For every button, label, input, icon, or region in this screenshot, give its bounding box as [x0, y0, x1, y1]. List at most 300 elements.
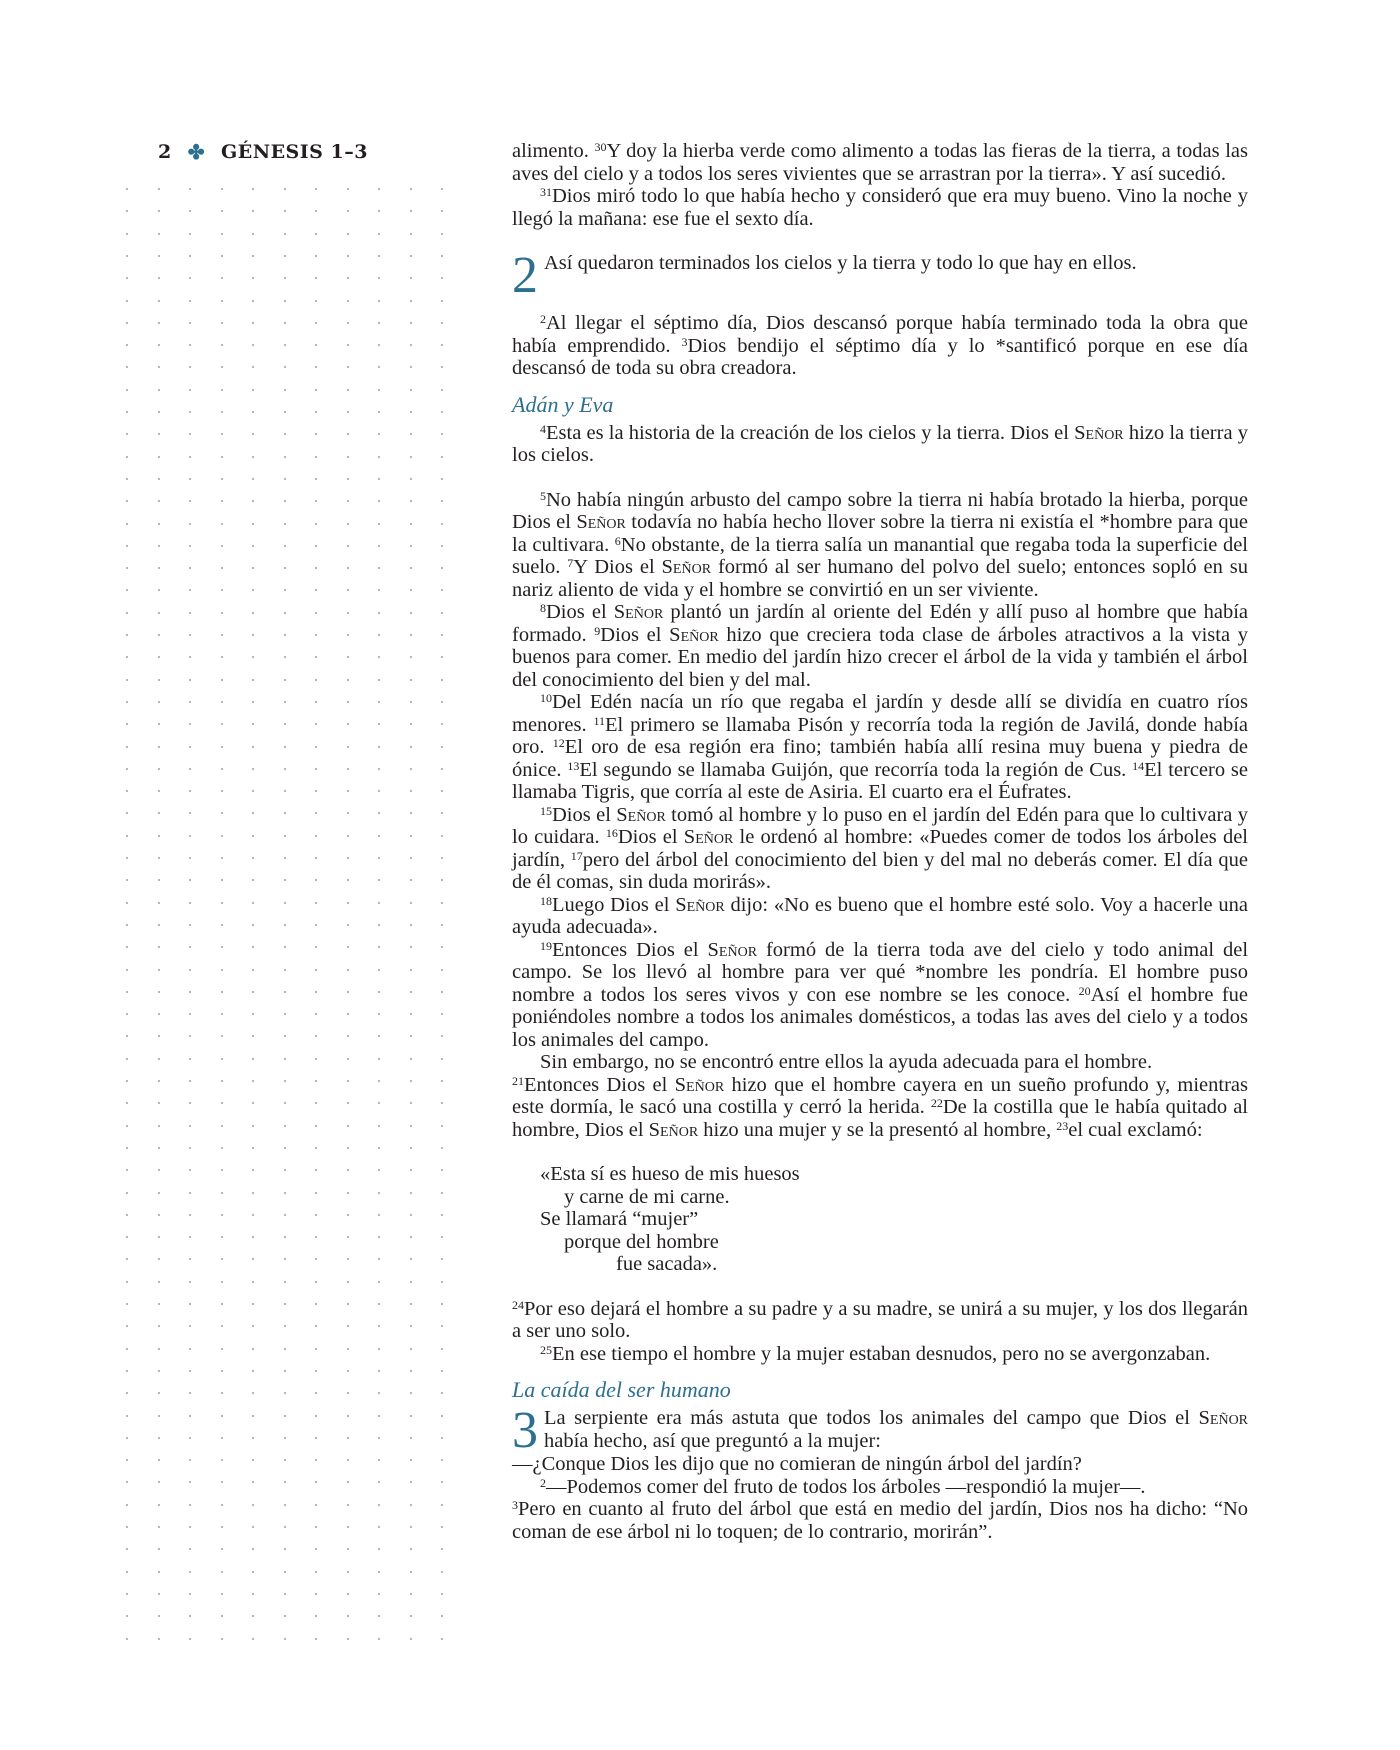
grid-dot [347, 300, 349, 302]
grid-dot [378, 1147, 380, 1149]
grid-dot [347, 924, 349, 926]
grid-dot [410, 946, 412, 948]
grid-dot [221, 1370, 223, 1372]
grid-dot [158, 679, 160, 681]
poem-line: fue sacada». [616, 1253, 718, 1275]
grid-dot [126, 1459, 128, 1461]
grid-dot [189, 768, 191, 770]
grid-dot [221, 456, 223, 458]
grid-dot [252, 1192, 254, 1194]
grid-dot [189, 322, 191, 324]
grid-dot [252, 857, 254, 859]
grid-dot [158, 233, 160, 235]
grid-dot [221, 589, 223, 591]
grid-dot [441, 277, 443, 279]
grid-dot [158, 1013, 160, 1015]
grid-dot [189, 1348, 191, 1350]
grid-dot [410, 1169, 412, 1171]
grid-dot [347, 1370, 349, 1372]
grid-dot [441, 723, 443, 725]
grid-dot [347, 1638, 349, 1640]
grid-dot [284, 255, 286, 257]
grid-dot [315, 1325, 317, 1327]
grid-dot [221, 255, 223, 257]
grid-dot [284, 634, 286, 636]
grid-dot [347, 1459, 349, 1461]
grid-dot [441, 656, 443, 658]
grid-dot [347, 902, 349, 904]
grid-dot [252, 679, 254, 681]
grid-dot [378, 1125, 380, 1127]
grid-dot [378, 1615, 380, 1617]
grid-dot [252, 1102, 254, 1104]
grid-dot [347, 1325, 349, 1327]
grid-dot [347, 1058, 349, 1060]
grid-dot [410, 322, 412, 324]
grid-dot [221, 1236, 223, 1238]
grid-dot [315, 924, 317, 926]
grid-dot [284, 567, 286, 569]
grid-dot [189, 1125, 191, 1127]
grid-dot [347, 1415, 349, 1417]
grid-dot [378, 1169, 380, 1171]
grid-dot [189, 1459, 191, 1461]
grid-dot [441, 567, 443, 569]
grid-dot [441, 300, 443, 302]
grid-dot [126, 210, 128, 212]
paragraph: $^{25}$En ese tiempo el hombre y la mujer estaban desnudos, pero no se avergonzaban. [540, 1342, 1211, 1365]
grid-dot [378, 1281, 380, 1283]
grid-dot [284, 656, 286, 658]
grid-dot [315, 946, 317, 948]
grid-dot [315, 277, 317, 279]
grid-dot [126, 723, 128, 725]
grid-dot [126, 456, 128, 458]
grid-dot [221, 701, 223, 703]
grid-dot [189, 210, 191, 212]
grid-dot [378, 322, 380, 324]
grid-dot [347, 723, 349, 725]
grid-dot [441, 1415, 443, 1417]
grid-dot [252, 1459, 254, 1461]
grid-dot [126, 1593, 128, 1595]
grid-dot [158, 879, 160, 881]
grid-dot [189, 1192, 191, 1194]
grid-dot [189, 1303, 191, 1305]
grid-dot [189, 1236, 191, 1238]
grid-dot [347, 456, 349, 458]
grid-dot [158, 1281, 160, 1283]
grid-dot [158, 946, 160, 948]
grid-dot [315, 1236, 317, 1238]
grid-dot [252, 1370, 254, 1372]
grid-dot [441, 969, 443, 971]
grid-dot [221, 924, 223, 926]
paragraph: $^{15}$Dios el Señor tomó al hombre y lo puso en el jardín del Edén para que lo cultivara y lo cuidara. $^{16}$Dios el Señor le ordenó al hombre: «Puedes comer de todos los árboles del jardín, $^{17}$pero del árbol del conocimiento del bien y del mal no deberás comer. El día que de él comas, sin duda morirás». [512, 803, 1249, 893]
grid-dot [378, 300, 380, 302]
grid-dot [284, 835, 286, 837]
grid-dot [378, 879, 380, 881]
grid-dot [189, 1526, 191, 1528]
grid-dot [410, 1504, 412, 1506]
grid-dot [158, 1526, 160, 1528]
grid-dot [347, 857, 349, 859]
grid-dot [158, 1303, 160, 1305]
grid-dot [410, 210, 412, 212]
grid-dot [252, 1348, 254, 1350]
grid-dot [441, 233, 443, 235]
grid-dot [158, 344, 160, 346]
grid-dot [189, 567, 191, 569]
grid-dot [284, 1013, 286, 1015]
grid-dot [158, 1192, 160, 1194]
grid-dot [126, 188, 128, 190]
grid-dot [221, 1638, 223, 1640]
grid-dot [315, 612, 317, 614]
grid-dot [284, 879, 286, 881]
grid-dot [158, 857, 160, 859]
grid-dot [189, 1638, 191, 1640]
grid-dot [410, 1214, 412, 1216]
grid-dot [284, 612, 286, 614]
grid-dot [126, 857, 128, 859]
paragraph: $^{24}$Por eso dejará el hombre a su padre y a su madre, se unirá a su mujer, y los dos llegarán a ser uno solo. [512, 1297, 1248, 1342]
grid-dot [441, 1169, 443, 1171]
grid-dot [158, 612, 160, 614]
grid-dot [221, 210, 223, 212]
grid-dot [378, 433, 380, 435]
grid-dot [126, 478, 128, 480]
grid-dot [410, 656, 412, 658]
grid-dot [284, 545, 286, 547]
grid-dot [378, 456, 380, 458]
grid-dot [221, 1258, 223, 1260]
grid-dot [378, 679, 380, 681]
grid-dot [221, 300, 223, 302]
notes-dot-grid [126, 188, 446, 1628]
grid-dot [252, 1013, 254, 1015]
grid-dot [441, 1102, 443, 1104]
grid-dot [410, 456, 412, 458]
grid-dot [315, 389, 317, 391]
paragraph: $^8$Dios el Señor plantó un jardín al oriente del Edén y allí puso al hombre que había formado. $^9$Dios el Señor hizo que creciera toda clase de árboles atractivos a la vista y buenos para comer. En medio del jardín hizo crecer el árbol de la vida y también el árbol del conocimiento del bien y del mal. [512, 601, 1248, 691]
grid-dot [126, 812, 128, 814]
grid-dot [378, 1481, 380, 1483]
grid-dot [221, 389, 223, 391]
grid-dot [126, 1058, 128, 1060]
grid-dot [158, 1571, 160, 1573]
grid-dot [378, 857, 380, 859]
grid-dot [189, 857, 191, 859]
grid-dot [347, 1548, 349, 1550]
grid-dot [284, 1147, 286, 1149]
grid-dot [158, 1169, 160, 1171]
grid-dot [441, 768, 443, 770]
grid-dot [315, 255, 317, 257]
grid-dot [158, 1258, 160, 1260]
grid-dot [347, 567, 349, 569]
grid-dot [189, 1593, 191, 1595]
grid-dot [347, 277, 349, 279]
grid-dot [221, 1526, 223, 1528]
grid-dot [441, 1593, 443, 1595]
grid-dot [410, 1325, 412, 1327]
grid-dot [315, 902, 317, 904]
grid-dot [378, 1415, 380, 1417]
grid-dot [158, 366, 160, 368]
grid-dot [347, 946, 349, 948]
grid-dot [189, 946, 191, 948]
grid-dot [347, 1035, 349, 1037]
grid-dot [126, 1281, 128, 1283]
chapter-number: 3 [512, 1402, 538, 1459]
grid-dot [221, 1415, 223, 1417]
grid-dot [410, 1348, 412, 1350]
grid-dot [126, 1236, 128, 1238]
grid-dot [315, 857, 317, 859]
paragraph: $^{10}$Del Edén nacía un río que regaba el jardín y desde allí se dividía en cuatro ríos menores. $^{11}$El primero se llamaba Pisón y recorría toda la región de Javilá, donde había oro. $^{12}$El oro de esa región era fino; también había allí resina muy buena y piedra de ónice. $^{13}$El segundo se llamaba Guijón, que recorría toda la región de Cus. $^{14}$El tercero se llamaba Tigris, que corría al este de Asiria. El cuarto era el Éufrates. [512, 691, 1249, 803]
grid-dot [252, 746, 254, 748]
grid-dot [126, 1125, 128, 1127]
paragraph: $^{19}$Entonces Dios el Señor formó de la tierra toda ave del cielo y todo animal del campo. Se los llevó al hombre para ver qué *nombre les pondría. El hombre puso nombre a todos los seres vivos y con ese nombre se les conoce. $^{20}$Así el hombre fue poniéndoles nombre a todos los animales domésticos, a todas las aves del cielo y a todos los animales del campo. [512, 938, 1249, 1051]
grid-dot [221, 1035, 223, 1037]
grid-dot [126, 790, 128, 792]
grid-dot [347, 545, 349, 547]
grid-dot [189, 366, 191, 368]
grid-dot [347, 1392, 349, 1394]
grid-dot [284, 1125, 286, 1127]
grid-dot [126, 1080, 128, 1082]
grid-dot [441, 545, 443, 547]
grid-dot [410, 1013, 412, 1015]
grid-dot [221, 1392, 223, 1394]
grid-dot [221, 545, 223, 547]
grid-dot [315, 300, 317, 302]
grid-dot [221, 433, 223, 435]
grid-dot [158, 701, 160, 703]
grid-dot [221, 567, 223, 569]
grid-dot [189, 902, 191, 904]
grid-dot [378, 835, 380, 837]
grid-dot [378, 344, 380, 346]
grid-dot [252, 1415, 254, 1417]
grid-dot [378, 790, 380, 792]
grid-dot [378, 1548, 380, 1550]
grid-dot [189, 433, 191, 435]
grid-dot [315, 969, 317, 971]
grid-dot [315, 1348, 317, 1350]
grid-dot [221, 946, 223, 948]
grid-dot [284, 1571, 286, 1573]
grid-dot [126, 1013, 128, 1015]
poem-line: y carne de mi carne. [564, 1185, 730, 1208]
grid-dot [347, 433, 349, 435]
grid-dot [378, 946, 380, 948]
grid-dot [315, 456, 317, 458]
grid-dot [189, 344, 191, 346]
grid-dot [284, 991, 286, 993]
grid-dot [252, 1504, 254, 1506]
grid-dot [252, 589, 254, 591]
grid-dot [284, 1615, 286, 1617]
grid-dot [410, 1615, 412, 1617]
grid-dot [347, 679, 349, 681]
chapter-3-start: 3 La serpiente era más astuta que todos los animales del campo que Dios el Señor había hecho, así que preguntó a la mujer: [512, 1402, 1249, 1459]
grid-dot [221, 411, 223, 413]
grid-dot [221, 612, 223, 614]
grid-dot [284, 768, 286, 770]
grid-dot [284, 1236, 286, 1238]
grid-dot [378, 1526, 380, 1528]
grid-dot [158, 969, 160, 971]
grid-dot [252, 210, 254, 212]
grid-dot [189, 1281, 191, 1283]
grid-dot [221, 188, 223, 190]
grid-dot [378, 1392, 380, 1394]
grid-dot [284, 1638, 286, 1640]
grid-dot [284, 1459, 286, 1461]
grid-dot [410, 1459, 412, 1461]
grid-dot [189, 790, 191, 792]
grid-dot [284, 1035, 286, 1037]
grid-dot [315, 835, 317, 837]
grid-dot [221, 1013, 223, 1015]
grid-dot [158, 1058, 160, 1060]
grid-dot [126, 656, 128, 658]
grid-dot [315, 1370, 317, 1372]
grid-dot [410, 1415, 412, 1417]
grid-dot [441, 746, 443, 748]
grid-dot [284, 1080, 286, 1082]
grid-dot [221, 634, 223, 636]
grid-dot [252, 545, 254, 547]
grid-dot [347, 389, 349, 391]
grid-dot [315, 1058, 317, 1060]
grid-dot [347, 523, 349, 525]
grid-dot [315, 366, 317, 368]
grid-dot [221, 969, 223, 971]
grid-dot [252, 1437, 254, 1439]
grid-dot [315, 1437, 317, 1439]
grid-dot [158, 433, 160, 435]
grid-dot [189, 1481, 191, 1483]
grid-dot [410, 411, 412, 413]
grid-dot [347, 255, 349, 257]
grid-dot [221, 1459, 223, 1461]
grid-dot [126, 567, 128, 569]
grid-dot [252, 300, 254, 302]
grid-dot [126, 634, 128, 636]
grid-dot [347, 210, 349, 212]
chapter-2-start: 2 Así quedaron terminados los cielos y la tierra y todo lo que hay en ellos. [512, 247, 1137, 304]
grid-dot [126, 1638, 128, 1640]
grid-dot [252, 991, 254, 993]
grid-dot [378, 500, 380, 502]
grid-dot [441, 411, 443, 413]
grid-dot [315, 656, 317, 658]
grid-dot [378, 1236, 380, 1238]
paragraph: $^2$—Podemos comer del fruto de todos los árboles —respondió la mujer—. [540, 1475, 1146, 1498]
grid-dot [315, 1192, 317, 1194]
grid-dot [410, 723, 412, 725]
grid-dot [347, 746, 349, 748]
grid-dot [189, 456, 191, 458]
grid-dot [158, 1102, 160, 1104]
grid-dot [284, 389, 286, 391]
grid-dot [252, 969, 254, 971]
grid-dot [347, 233, 349, 235]
grid-dot [189, 500, 191, 502]
grid-dot [126, 1526, 128, 1528]
grid-dot [126, 946, 128, 948]
grid-dot [126, 835, 128, 837]
paragraph: alimento. $^{30}$Y doy la hierba verde como alimento a todas las fieras de la tierra, a todas las aves del cielo y a todos los seres vivientes que se arrastran por la tierra». Y así sucedió. [512, 140, 1249, 185]
paragraph: Sin embargo, no se encontró entre ellos la ayuda adecuada para el hombre. [540, 1051, 1153, 1073]
grid-dot [158, 1348, 160, 1350]
grid-dot [158, 835, 160, 837]
grid-dot [378, 255, 380, 257]
grid-dot [126, 277, 128, 279]
grid-dot [189, 1548, 191, 1550]
grid-dot [410, 233, 412, 235]
grid-dot [441, 679, 443, 681]
grid-dot [158, 1481, 160, 1483]
grid-dot [126, 300, 128, 302]
grid-dot [378, 411, 380, 413]
grid-dot [221, 879, 223, 881]
grid-dot [221, 523, 223, 525]
grid-dot [410, 1192, 412, 1194]
grid-dot [441, 1325, 443, 1327]
grid-dot [410, 523, 412, 525]
grid-dot [284, 812, 286, 814]
grid-dot [410, 812, 412, 814]
grid-dot [347, 1147, 349, 1149]
grid-dot [189, 969, 191, 971]
grid-dot [221, 1615, 223, 1617]
grid-dot [378, 1348, 380, 1350]
grid-dot [410, 1571, 412, 1573]
grid-dot [221, 1504, 223, 1506]
grid-dot [284, 322, 286, 324]
grid-dot [347, 1504, 349, 1506]
scripture-column [512, 140, 1248, 1543]
grid-dot [126, 233, 128, 235]
grid-dot [126, 1370, 128, 1372]
grid-dot [221, 1348, 223, 1350]
grid-dot [252, 812, 254, 814]
grid-dot [315, 500, 317, 502]
grid-dot [347, 1080, 349, 1082]
grid-dot [441, 188, 443, 190]
grid-dot [315, 1303, 317, 1305]
grid-dot [126, 746, 128, 748]
grid-dot [126, 545, 128, 547]
grid-dot [252, 277, 254, 279]
grid-dot [347, 835, 349, 837]
grid-dot [378, 656, 380, 658]
grid-dot [158, 1370, 160, 1372]
grid-dot [189, 523, 191, 525]
grid-dot [347, 969, 349, 971]
grid-dot [315, 210, 317, 212]
grid-dot [221, 344, 223, 346]
grid-dot [378, 1638, 380, 1640]
grid-dot [252, 1236, 254, 1238]
grid-dot [126, 500, 128, 502]
grid-dot [410, 1303, 412, 1305]
grid-dot [410, 1058, 412, 1060]
